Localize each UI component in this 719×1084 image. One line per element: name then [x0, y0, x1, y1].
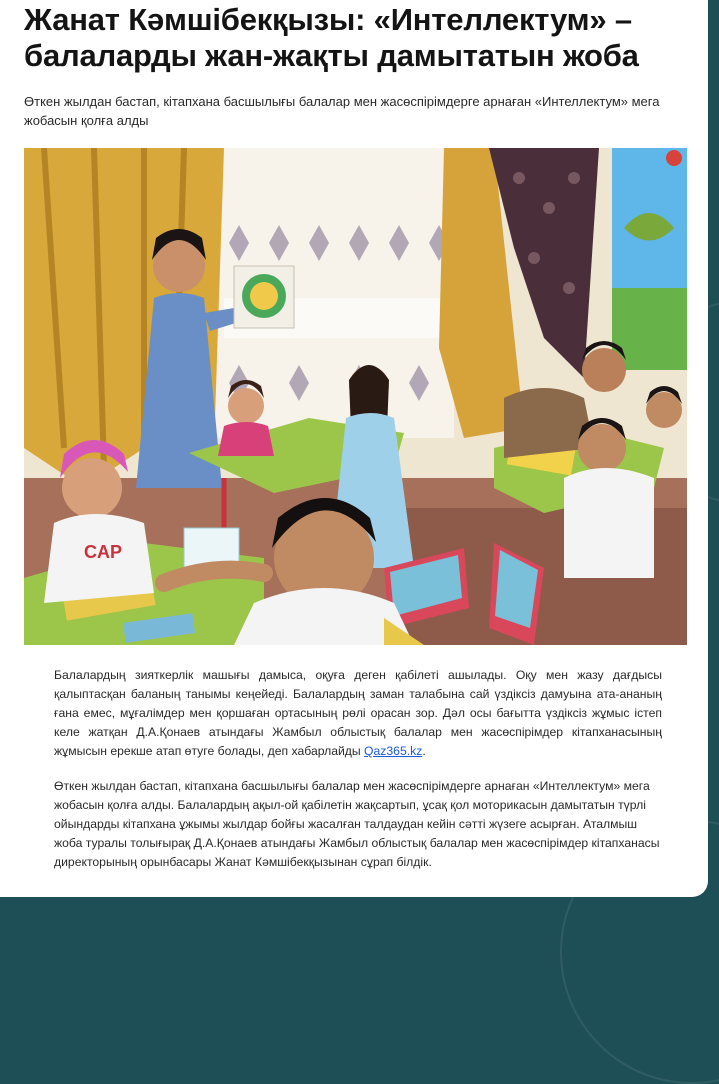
article-title: Жанат Кәмшібекқызы: «Интеллектум» – балаларды жан-жақты дамытатын жоба — [24, 2, 639, 73]
article-lead: Өткен жылдан бастап, кітапхана басшылығы балалар мен жасөспірімдерге арнаған «Интеллектум» мега жобасын қолға алды — [24, 94, 660, 128]
article-paragraph-2: Өткен жылдан бастап, кітапхана басшылығы балалар мен жасөспірімдерге арнаған «Интеллектум» мега жобасын қолға алды. Балалардың ақыл-ой қабілетін жақсартып, ұсақ қол моторикасын дамытатын түрлі ойындарды кітапхана ұжымы жылдар бойғы жасалған талдаудан кейін сәтті жүзеге асырған. Аталмыш жоба туралы толығырақ Д.А.Қонаев атындағы Жамбыл облыстық балалар мен жасөспірімдер кітапханасы директорының орынбасары Жанат Кәмшібекқызынан сұрап білдік. — [54, 779, 660, 869]
article-photo — [24, 148, 687, 645]
paragraph-1-end: . — [422, 744, 426, 758]
source-link[interactable]: Qaz365.kz — [364, 744, 423, 758]
article-paragraph-1 — [54, 666, 662, 761]
paragraph-1-text: Балалардың зияткерлік машығы дамыса, оқуға деген қабілеті ашылады. Оқу мен жазу дағдысы қалыптасқан баланың танымы кеңейеді. Балалардың заман талабына сай үздіксіз дамуына ата-ананың ғана емес, мұғалімдер мен қоршаған ортасының рөлі орасан зор. Дәл осы бағытта үздіксіз жұмыс істеп келе жатқан Д.А.Қонаев атындағы Жамбыл облыстық балалар мен жасөспірімдер кітапханасының жұмысын ерекше атап өтуге болады, деп хабарлайды — [54, 668, 662, 758]
article-photo-illustration — [24, 148, 687, 645]
shirt-print: CAP — [84, 542, 123, 562]
